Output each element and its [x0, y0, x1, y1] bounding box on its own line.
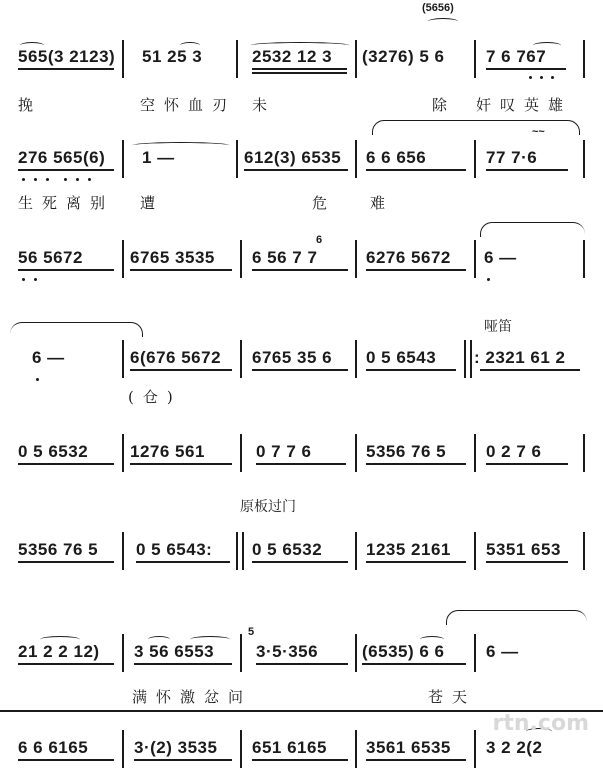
underline	[18, 68, 114, 70]
slur	[480, 222, 585, 237]
low-dot	[88, 178, 91, 181]
barline	[583, 40, 585, 78]
measure: 5356 76 5	[18, 540, 99, 559]
barline	[355, 40, 357, 78]
underline	[486, 561, 568, 563]
measure: 612(3) 6535	[244, 148, 342, 167]
barline	[355, 434, 357, 472]
underline	[130, 269, 232, 271]
lyric: 生死离别	[18, 194, 115, 212]
measure: 3·5·356	[256, 642, 319, 661]
low-dot	[529, 76, 532, 79]
slur	[372, 120, 580, 135]
low-dot	[46, 178, 49, 181]
underline	[366, 759, 466, 761]
underline	[486, 68, 566, 70]
underline	[136, 561, 230, 563]
barline	[122, 340, 124, 378]
measure: 21 2 2 12)	[18, 642, 100, 661]
slur	[10, 322, 143, 337]
underline	[366, 169, 466, 171]
measure: 0 5 6532	[252, 540, 323, 559]
measure: 0 5 6532	[18, 442, 89, 461]
barline	[474, 240, 476, 278]
barline	[122, 634, 124, 672]
measure: 651 6165	[252, 738, 327, 757]
low-dot	[487, 278, 490, 281]
barline	[355, 730, 357, 768]
grace-note: 5	[248, 626, 255, 638]
underline	[366, 269, 466, 271]
instrument-label: 哑笛	[484, 319, 512, 335]
lyric: 奸叹英雄	[476, 96, 573, 114]
measure: 7 6 767	[486, 47, 547, 66]
underline	[480, 369, 580, 371]
measure: 3 56 6553	[134, 642, 215, 661]
watermark: rtn.com	[492, 711, 589, 736]
lyric: 挽	[18, 96, 43, 114]
repeat-barline	[236, 532, 238, 570]
barline	[474, 40, 476, 78]
underline	[18, 269, 114, 271]
measure: 51 25 3	[142, 47, 203, 66]
lyric: 难	[370, 194, 395, 212]
measure: 1235 2161	[366, 540, 451, 559]
underline	[252, 68, 347, 70]
lyric: 空怀血刃	[140, 96, 237, 114]
barline	[236, 140, 238, 178]
lyric: 苍天	[428, 688, 477, 706]
measure: 56 5672	[18, 248, 83, 267]
measure: 77 7·6	[486, 148, 538, 167]
measure: 6 —	[32, 348, 65, 367]
lyric: 危	[312, 194, 337, 212]
underline	[134, 759, 232, 761]
measure: 6765 3535	[130, 248, 215, 267]
barline	[355, 240, 357, 278]
barline	[240, 340, 242, 378]
underline	[244, 169, 348, 171]
low-dot	[34, 278, 37, 281]
section-label: 原板过门	[240, 499, 296, 515]
barline	[583, 434, 585, 472]
measure: 6276 5672	[366, 248, 451, 267]
underline	[18, 169, 114, 171]
underline	[366, 463, 466, 465]
measure: 3 2 2(2	[486, 738, 543, 757]
underline	[252, 561, 348, 563]
underline	[18, 463, 114, 465]
measure: 6 56 7 7	[252, 248, 318, 267]
trill-mark: ~~	[532, 126, 545, 138]
measure: 5356 76 5	[366, 442, 447, 461]
barline	[474, 730, 476, 768]
underline	[134, 663, 232, 665]
barline	[122, 140, 124, 178]
barline	[583, 140, 585, 178]
measure: 6 —	[486, 642, 519, 661]
barline	[122, 40, 124, 78]
barline	[122, 532, 124, 570]
underline	[130, 463, 232, 465]
measure: 1 —	[142, 148, 175, 167]
underline	[366, 561, 466, 563]
measure: 6 6 656	[366, 148, 427, 167]
underline	[486, 169, 568, 171]
barline	[474, 532, 476, 570]
measure: : 2321 61 2	[474, 348, 566, 367]
measure: 6 —	[484, 248, 517, 267]
measure: 6765 35 6	[252, 348, 333, 367]
lyric: 满怀激忿问	[132, 688, 253, 706]
barline	[122, 730, 124, 768]
low-dot	[551, 76, 554, 79]
low-dot	[64, 178, 67, 181]
measure: 565(3 2123)	[18, 47, 116, 66]
underline	[18, 561, 114, 563]
barline	[355, 140, 357, 178]
barline	[355, 340, 357, 378]
measure: 1276 561	[130, 442, 205, 461]
grace-notes: (5656)	[422, 2, 454, 14]
barline	[355, 634, 357, 672]
underline	[18, 663, 114, 665]
repeat-barline	[470, 340, 472, 378]
measure: 276 565(6)	[18, 148, 106, 167]
low-dot	[22, 178, 25, 181]
underline	[366, 369, 456, 371]
measure: 2532 12 3	[252, 47, 333, 66]
measure: 6 6 6165	[18, 738, 89, 757]
underline	[252, 369, 348, 371]
lyric: 未	[252, 96, 277, 114]
barline	[122, 434, 124, 472]
underline	[252, 269, 348, 271]
barline	[474, 140, 476, 178]
barline	[583, 532, 585, 570]
underline	[252, 72, 347, 74]
low-dot	[22, 278, 25, 281]
barline	[236, 40, 238, 78]
barline	[240, 240, 242, 278]
barline	[474, 634, 476, 672]
slur	[446, 610, 587, 625]
underline	[256, 663, 348, 665]
low-dot	[34, 178, 37, 181]
underline	[486, 463, 568, 465]
measure: 3561 6535	[366, 738, 451, 757]
barline	[474, 434, 476, 472]
underline	[18, 759, 114, 761]
measure: (3276) 5 6	[362, 47, 445, 66]
lyric: 遭	[140, 194, 165, 212]
underline	[362, 663, 466, 665]
measure: 6(676 5672	[130, 348, 222, 367]
barline	[240, 434, 242, 472]
measure: 0 7 7 6	[256, 442, 312, 461]
lyric: (仓)	[128, 388, 182, 406]
measure: 3·(2) 3535	[134, 738, 218, 757]
measure: 0 5 6543:	[136, 540, 213, 559]
barline	[242, 532, 244, 570]
barline	[464, 340, 466, 378]
lyric: 除	[432, 96, 457, 114]
measure: 0 5 6543	[366, 348, 437, 367]
low-dot	[36, 378, 39, 381]
low-dot	[540, 76, 543, 79]
underline	[256, 463, 346, 465]
grace-note: 6	[316, 234, 323, 246]
barline	[583, 240, 585, 278]
measure: 0 2 7 6	[486, 442, 542, 461]
underline	[130, 369, 232, 371]
barline	[240, 730, 242, 768]
underline	[252, 759, 348, 761]
measure: (6535) 6 6	[362, 642, 445, 661]
barline	[355, 532, 357, 570]
low-dot	[76, 178, 79, 181]
slur	[428, 18, 458, 25]
measure: 5351 653	[486, 540, 561, 559]
barline	[240, 634, 242, 672]
barline	[122, 240, 124, 278]
